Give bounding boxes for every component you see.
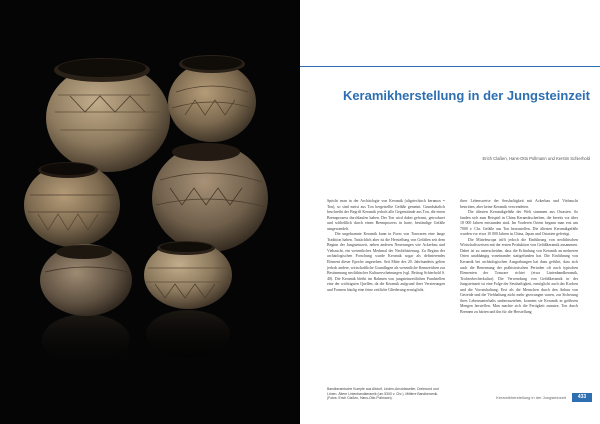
text-column-2 xyxy=(460,199,578,395)
vessel-6 xyxy=(144,241,232,309)
authors-line: Erich Claßen, Hans-Otto Pollmann und Kerstin Schierhold xyxy=(482,156,590,161)
figure-caption: Bandkeramische Kumpfe aus Altdorf, Linden-Arnoldsweiler, Dortmund und Lünen. Ältere Linienbandkeramik (um 5300 v. Chr.). Mittlere Bandkeramik. (Fotos: Erich Claßen, Hans-Otto Pollmann). xyxy=(327,387,439,401)
running-head: Keramikherstellung in der Jungsteinzeit xyxy=(496,395,566,400)
vessel-4 xyxy=(24,162,120,247)
vessel-2 xyxy=(168,55,256,142)
reflections xyxy=(42,310,230,366)
title-rule xyxy=(300,66,600,67)
paragraph: Die Mitteleuropa trifft jedoch die Einführung von neolithischen Wirtschaftsweisen mit der ersten Produktion von Gefäßkeramik zusammen. Dabei ist zu unterscheiden, dass die Erfindung von Keramik an mehreren Orten unabhängig voneinander stattgefunden hat. Die Einführung von Keramik bei archäologischen Ausgrabungen hat dazu geführt, dass sich auch die Benennung der prähistorischen Perioden oft nach typischen Elementen der Tonware richtet (etwa Linienbandkeramik, Trichterbecherkultur). Die Verwendung von Gefäßkeramik in der Jungsteinzeit ist eine Folge der Sesshaftigkeit, ermöglicht auch das Kochen und die Vorratshaltung. Erst als die Menschen durch den Anbau von Getreide und die Viehhaltung nicht mehr gezwungen waren, zur Sicherung ihres Lebensunterhalts umherzuziehen, konnten sie Keramik in größeren Mengen herstellen. Man machte sich die Fertigkeit zunutze, Ton durch Brennen zu härten und ihn für die Herstellung xyxy=(460,237,578,314)
paragraph: Die ältesten Keramikgefäße der Welt stammen aus Ostasien. So fanden sich zum Beispiel in China Keramikscherben, die bereits vor über 18 000 Jahren entstanden sind. Im Vorderen Orient begann man erst um 7000 v. Chr. Gefäße aus Ton herzustellen. Die ältesten Keramikgefäße wurden vor etwa 10 000 Jahren in China, Japan und Ostasien gefertigt. xyxy=(460,210,578,237)
paragraph: Spricht man in der Archäologie von Keramik (altgriechisch keramos = Ton), so sind meist aus Ton hergestellte Gefäße gemeint. Grundsätzlich beschreibt der Begriff Keramik jedoch alle Gegenstände aus Ton, die einen Brennprozess durchlaufen haben. Der Ton wird dabei geformt, getrocknet und schließlich durch einen Brennprozess in harte, beständige Gefäße umgewandelt. xyxy=(327,199,445,231)
vessel-5 xyxy=(40,244,132,316)
paragraph: Die ungebrannte Keramik kann in Form von Tonwaren eine lange Tradition haben. Tatsächlich aber ist die Herstellung von Gefäßen seit dem Beginn der Jungsteinzeit, neben anderen Neuerungen wie Ackerbau und Viehzucht, ein wesentliches Merkmal der Neolithisierung. Zu Beginn der archäologischen Forschung wurde Keramik sogar als definierendes Element dieser Epoche angesehen. Seit Mitte des 20. Jahrhunderts gelten jedoch andere, wirtschaftliche Grundlagen als wesentliche Kennzeichen zur Bestimmung neolithischer Kulturerscheinungen (vgl. Beitrag Schierhold S. 40). Die Keramik bleibt im Rahmen von jungsteinzeitlichen Fundstellen eine der wichtigsten Quellen, da die Keramik aufgrund ihrer Verzierungen und Formen häufig eine feine zeitliche Gliederung ermöglicht. xyxy=(327,232,445,292)
chapter-title: Keramikherstellung in der Jungsteinzeit xyxy=(342,88,590,103)
text-page xyxy=(300,0,600,424)
text-column-1 xyxy=(327,199,445,376)
vessel-1 xyxy=(46,58,170,172)
paragraph: ihrer Lebensweise der Sesshaftigkeit mit Ackerbau und Viehzucht bestritten, aber keine Keramik verwendeten. xyxy=(460,199,578,209)
vessel-3 xyxy=(152,143,268,252)
page-number: 433 xyxy=(572,393,592,402)
